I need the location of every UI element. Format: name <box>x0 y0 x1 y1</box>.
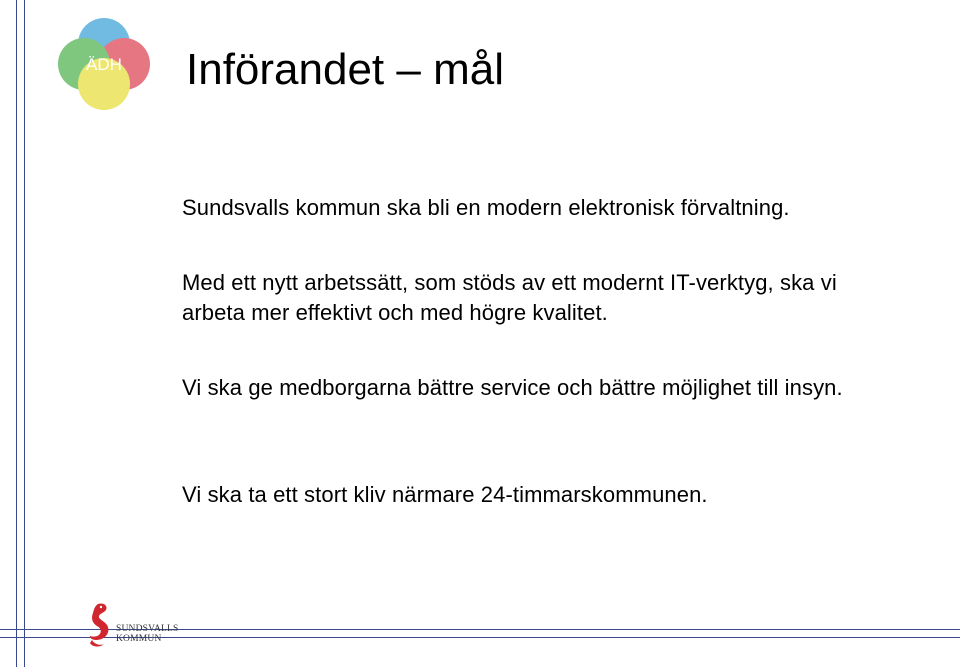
left-border-line-1 <box>16 0 17 667</box>
adh-logo <box>52 14 156 114</box>
brand-line-1: SUNDSVALLS <box>116 624 179 634</box>
seahorse-emblem-icon <box>90 603 108 646</box>
slide-title: Införandet – mål <box>186 45 504 94</box>
brand-line-2: KOMMUN <box>116 634 162 644</box>
paragraph-2: Med ett nytt arbetssätt, som stöds av ett modernt IT-verktyg, ska vi arbeta mer effektivt och med högre kvalitet. <box>182 270 837 325</box>
left-border-line-2 <box>24 0 25 667</box>
logo-text: ÄDH <box>86 55 122 74</box>
paragraph-4: Vi ska ta ett stort kliv närmare 24-timmarskommunen. <box>182 482 708 507</box>
paragraph-1: Sundsvalls kommun ska bli en modern elektronisk förvaltning. <box>182 195 790 220</box>
paragraph-3: Vi ska ge medborgarna bättre service och bättre möjlighet till insyn. <box>182 375 843 400</box>
